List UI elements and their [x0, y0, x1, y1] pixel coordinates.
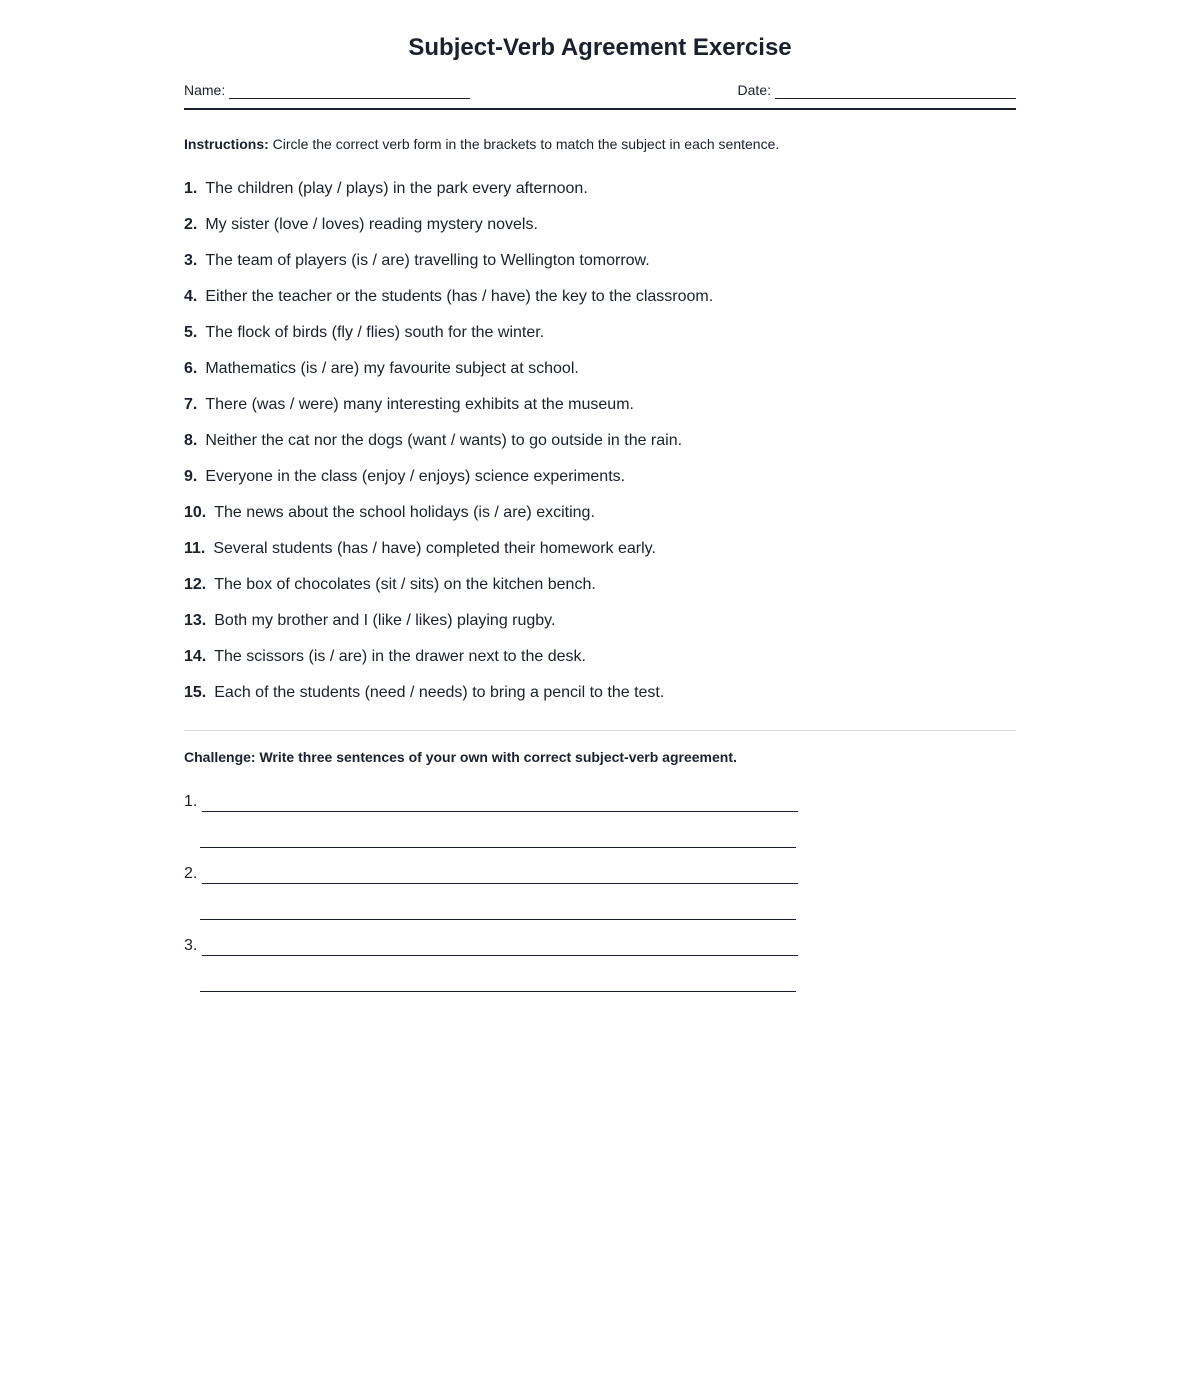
item-number: 10.	[184, 504, 207, 521]
item-number: 5.	[184, 324, 198, 341]
list-item	[184, 467, 713, 503]
exercise-list	[184, 179, 713, 719]
list-item	[184, 575, 713, 611]
list-item	[184, 503, 713, 539]
answer-line	[184, 776, 798, 812]
list-item	[184, 251, 713, 287]
list-item	[184, 647, 713, 683]
name-line	[229, 83, 470, 99]
instructions	[184, 135, 779, 153]
answer-number: 3.	[184, 937, 198, 954]
item-number: 3.	[184, 252, 198, 269]
answer-line-continued	[184, 812, 798, 848]
item-text: Each of the students (need / needs) to bring a pencil to the test.	[214, 684, 665, 701]
item-text: Neither the cat nor the dogs (want / wants) to go outside in the rain.	[205, 432, 683, 449]
instructions-label: Instructions:	[184, 136, 269, 152]
writing-line	[200, 973, 796, 992]
writing-line	[202, 937, 798, 956]
instructions-text: Circle the correct verb form in the brackets to match the subject in each sentence.	[272, 136, 780, 152]
item-text: The children (play / plays) in the park every afternoon.	[205, 180, 588, 197]
item-text: My sister (love / loves) reading mystery novels.	[205, 216, 538, 233]
item-number: 1.	[184, 180, 198, 197]
list-item	[184, 539, 713, 575]
challenge-lines	[184, 776, 798, 992]
item-text: The scissors (is / are) in the drawer next to the desk.	[214, 648, 586, 665]
name-label: Name:	[184, 82, 226, 98]
answer-line-continued	[184, 884, 798, 920]
writing-line	[202, 865, 798, 884]
date-field	[738, 81, 1016, 99]
item-text: The box of chocolates (sit / sits) on the kitchen bench.	[214, 576, 596, 593]
item-number: 11.	[184, 540, 206, 557]
item-text: Both my brother and I (like / likes) playing rugby.	[214, 612, 556, 629]
list-item	[184, 431, 713, 467]
page-title: Subject-Verb Agreement Exercise	[408, 34, 792, 61]
item-number: 15.	[184, 684, 207, 701]
item-text: There (was / were) many interesting exhibits at the museum.	[205, 396, 634, 413]
name-field	[184, 81, 470, 99]
item-text: Several students (has / have) completed their homework early.	[213, 540, 656, 557]
list-item	[184, 179, 713, 215]
answer-line	[184, 848, 798, 884]
item-number: 12.	[184, 576, 207, 593]
list-item	[184, 611, 713, 647]
item-text: The team of players (is / are) travelling to Wellington tomorrow.	[205, 252, 650, 269]
challenge-title: Challenge: Write three sentences of your own with correct subject-verb agreement.	[184, 749, 737, 765]
item-number: 9.	[184, 468, 198, 485]
list-item	[184, 683, 713, 719]
list-item	[184, 287, 713, 323]
item-number: 4.	[184, 288, 198, 305]
list-item	[184, 215, 713, 251]
item-number: 7.	[184, 396, 198, 413]
header-fields	[184, 81, 1016, 110]
item-number: 2.	[184, 216, 198, 233]
item-text: The flock of birds (fly / flies) south for the winter.	[205, 324, 545, 341]
item-text: Either the teacher or the students (has / have) the key to the classroom.	[205, 288, 714, 305]
item-text: Everyone in the class (enjoy / enjoys) science experiments.	[205, 468, 626, 485]
answer-number: 2.	[184, 865, 198, 882]
item-number: 6.	[184, 360, 198, 377]
answer-line	[184, 920, 798, 956]
date-label: Date:	[737, 82, 771, 98]
item-text: The news about the school holidays (is / are) exciting.	[214, 504, 595, 521]
list-item	[184, 359, 713, 395]
writing-line	[202, 793, 798, 812]
list-item	[184, 395, 713, 431]
writing-line	[200, 901, 796, 920]
answer-number: 1.	[184, 793, 198, 810]
item-text: Mathematics (is / are) my favourite subject at school.	[205, 360, 579, 377]
item-number: 8.	[184, 432, 198, 449]
divider	[184, 730, 1016, 731]
answer-line-continued	[184, 956, 798, 992]
date-line	[775, 83, 1016, 99]
list-item	[184, 323, 713, 359]
item-number: 14.	[184, 648, 207, 665]
writing-line	[200, 829, 796, 848]
item-number: 13.	[184, 612, 207, 629]
